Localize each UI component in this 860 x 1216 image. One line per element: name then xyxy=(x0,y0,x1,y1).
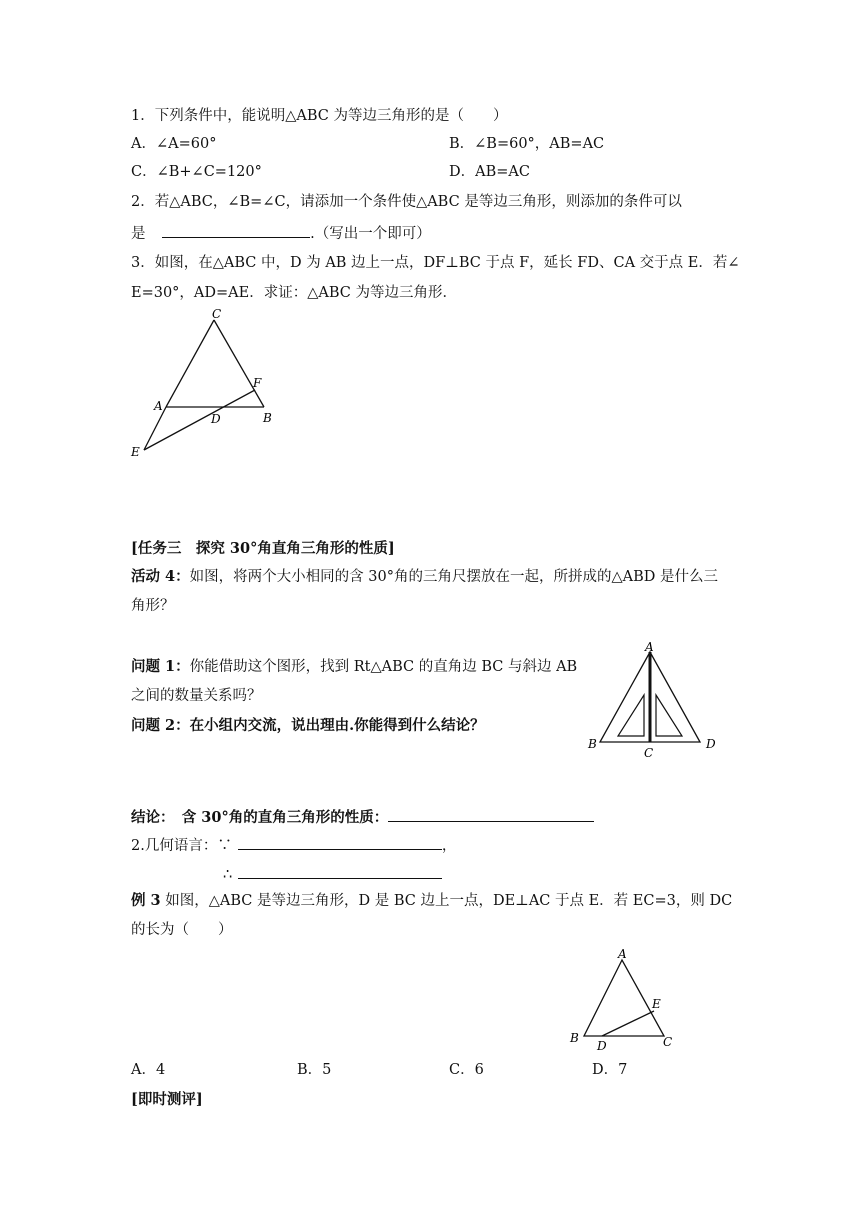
example3-option-a: A．4 xyxy=(131,1062,166,1078)
q3-label-a: A xyxy=(154,399,163,413)
left-set-square-hole xyxy=(618,695,644,736)
q3-triangle-figure xyxy=(126,306,286,462)
activity4-line1 xyxy=(131,567,718,587)
example3-option-d: D．7 xyxy=(592,1062,628,1078)
geometry-language-comma: ， xyxy=(441,838,457,854)
geometry-language-prefix: 2.几何语言：∵ xyxy=(131,838,232,854)
problem1-line2: 之间的数量关系吗？ xyxy=(131,688,262,704)
set-square-label-c: C xyxy=(644,746,654,760)
q1-option-d: D．AB=AC xyxy=(449,164,530,180)
q3-side-ca xyxy=(166,320,214,407)
right-set-square-hole xyxy=(656,695,682,736)
example3-label-b: B xyxy=(570,1031,579,1045)
q3-side-cb xyxy=(214,320,264,407)
example3-label: 例 3 xyxy=(131,892,161,909)
problem1-text: 你能借助这个图形，找到 Rt△ABC 的直角边 BC 与斜边 AB xyxy=(189,659,578,675)
activity4-line2: 角形？ xyxy=(131,598,175,614)
therefore-symbol: ∴ xyxy=(223,867,233,883)
set-square-label-b: B xyxy=(588,737,597,751)
conclusion-line xyxy=(131,805,594,828)
q2-line2-prefix: 是 xyxy=(131,226,146,242)
q3-label-b: B xyxy=(263,411,272,425)
q1-option-b: B．∠B=60°，AB=AC xyxy=(449,136,605,152)
q1-option-a: A．∠A=60° xyxy=(131,136,217,152)
set-square-label-d: D xyxy=(706,737,716,751)
q1-stem: 1．下列条件中，能说明△ABC 为等边三角形的是（ ） xyxy=(131,108,508,124)
task3-heading: [任务三 探究 30°角直角三角形的性质] xyxy=(131,540,395,557)
problem1-label: 问题 1： xyxy=(131,658,190,675)
q3-line2: E=30°，AD=AE．求证：△ABC 为等边三角形． xyxy=(131,285,457,301)
example3-triangle-figure xyxy=(566,944,686,1054)
geometry-language-line xyxy=(131,833,456,856)
because-blank[interactable] xyxy=(238,833,442,850)
example3-option-b: B．5 xyxy=(297,1062,332,1078)
quiz-heading: [即时测评] xyxy=(131,1091,203,1108)
q3-line1: 3．如图，在△ABC 中，D 为 AB 边上一点，DF⊥BC 于点 F，延长 FD、CA 交于点 E．若∠ xyxy=(131,255,740,271)
q2-line1: 2．若△ABC，∠B=∠C，请添加一个条件使△ABC 是等边三角形，则添加的条件可以 xyxy=(131,194,682,210)
q2-answer-blank[interactable] xyxy=(162,221,310,238)
therefore-blank[interactable] xyxy=(238,862,442,879)
example3-segment-de xyxy=(602,1011,654,1036)
conclusion-answer-blank[interactable] xyxy=(388,805,594,822)
q3-label-c: C xyxy=(212,307,222,321)
example3-text: 如图，△ABC 是等边三角形，D 是 BC 边上一点，DE⊥AC 于点 E．若 EC=3，则 DC xyxy=(160,893,733,909)
activity4-label: 活动 4： xyxy=(131,568,190,585)
q3-label-d: D xyxy=(211,412,221,426)
problem1-line1 xyxy=(131,657,577,677)
example3-label-c: C xyxy=(663,1035,673,1049)
example3-line1 xyxy=(131,891,732,911)
set-square-figure xyxy=(584,640,724,762)
example3-label-a: A xyxy=(618,947,627,961)
therefore-line xyxy=(223,862,442,885)
example3-label-e: E xyxy=(652,997,661,1011)
q1-option-c: C．∠B+∠C=120° xyxy=(131,164,262,180)
example3-label-d: D xyxy=(597,1039,607,1053)
q2-line2 xyxy=(131,221,431,244)
conclusion-label: 结论： 含 30°角的直角三角形的性质： xyxy=(131,809,389,826)
q3-label-e: E xyxy=(131,445,140,459)
problem2-text: 问题 2：在小组内交流，说出理由.你能得到什么结论？ xyxy=(131,717,485,734)
q3-label-f: F xyxy=(253,376,262,390)
set-square-label-a: A xyxy=(645,640,654,654)
example3-line2: 的长为（ ） xyxy=(131,922,233,938)
q2-line2-suffix: .（写出一个即可） xyxy=(310,226,431,242)
activity4-text: 如图，将两个大小相同的含 30°角的三角尺摆放在一起，所拼成的△ABD 是什么三 xyxy=(189,569,718,585)
example3-option-c: C．6 xyxy=(449,1062,484,1078)
